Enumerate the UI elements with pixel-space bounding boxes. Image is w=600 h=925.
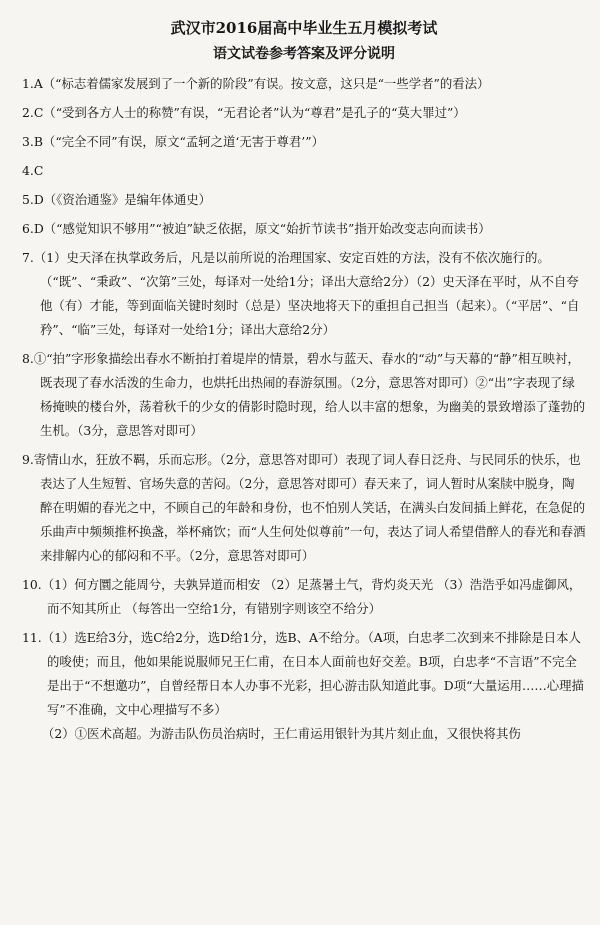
answer-11-part1-text: 11.（1）选E给3分，选C给2分，选D给1分，选B、A不给分。（A项，白忠孝二次到来不排除是日本人的唆使；而且，他如果能说服师兄王仁甫，在日本人面前也好交差。B项，白忠孝“不言语”不完全是出于“不想邀功”，自曾经帮日本人办事不光彩，担心游击队知道此事。D项“大量运用……心理描写”不准确，文中心理描写不多） — [22, 630, 584, 717]
answer-8-text: 8.①“拍”字形象描绘出春水不断拍打着堤岸的情景，碧水与蓝天、春水的“动”与天幕的“静”相互映衬，既表现了春水活泼的生命力，也烘托出热闹的春游氛围。（2分，意思答对即可）②“出”字表现了绿杨掩映的楼台外，荡着秋千的少女的倩影时隐时现，给人以丰富的想象，为幽美的景致增添了蓬勃的生机。（3分，意思答对即可） — [22, 351, 586, 438]
answer-3 — [22, 130, 586, 154]
answer-8 — [22, 347, 586, 443]
answer-7-text: 7.（1）史天泽在执掌政务后，凡是以前所说的治理国家、安定百姓的方法，没有不依次施行的。（“既”、“秉政”、“次第”三处，每译对一处给1分；译出大意给2分）（2）史天泽在平时，从不自夸他（有）才能，等到面临关键时刻时（总是）坚决地将天下的重担自己担当（起来）。（“平居”、“自矜”、“临”三处，每译对一处给1分；译出大意给2分） — [22, 250, 580, 337]
answer-6-text: 6.D（“感觉知识不够用”“被迫”缺乏依据，原文“始折节读书”指开始改变志向而读书） — [22, 221, 491, 236]
answer-9-text: 9.寄情山水，狂放不羁，乐而忘形。（2分，意思答对即可）表现了词人春日泛舟、与民同乐的快乐，也表达了人生短暂、官场失意的苦闷。（2分，意思答对即可）春天来了，词人暂时从案牍中脱身，陶醉在明媚的春光之中，不顾自己的年龄和身份，也不怕别人笑话，在满头白发间插上鲜花，在急促的乐曲声中频频推杯换盏，举杯痛饮；而“人生何处似尊前”一句，表达了词人希望借醉人的春光和春酒来排解内心的郁闷和不平。（2分，意思答对即可） — [22, 452, 586, 563]
answer-11 — [22, 626, 586, 746]
answer-4-text: 4.C — [22, 163, 44, 178]
page-title: 武汉市2016届高中毕业生五月模拟考试 — [170, 19, 438, 37]
answer-9 — [22, 448, 586, 568]
answer-2 — [22, 101, 586, 125]
answer-10-text: 10.（1）何方圜之能周兮，夫孰异道而相安 （2）足蒸暑土气，背灼炎天光 （3）浩浩乎如冯虚御风，而不知其所止 （每答出一空给1分，有错别字则该空不给分） — [22, 577, 582, 616]
page-subtitle: 语文试卷参考答案及评分说明 — [213, 46, 395, 62]
answer-11-part2-text: （2）①医术高超。为游击队伤员治病时，王仁甫运用银针为其片刻止血，又很快将其伤 — [42, 726, 521, 741]
answer-3-text: 3.B（“完全不同”有误，原文“孟轲之道‘无害于尊君’”） — [22, 134, 324, 149]
answer-5-text: 5.D（《资治通鉴》是编年体通史） — [22, 192, 212, 207]
answer-6 — [22, 217, 586, 241]
answer-4 — [22, 159, 586, 183]
answer-7 — [22, 246, 586, 342]
answer-1 — [22, 72, 586, 96]
answer-2-text: 2.C（“受到各方人士的称赞”有误，“无君论者”认为“尊君”是孔子的“莫大罪过”） — [22, 105, 466, 120]
answer-10 — [22, 573, 586, 621]
answer-1-text: 1.A（“标志着儒家发展到了一个新的阶段”有误。按文意，这只是“一些学者”的看法） — [22, 76, 490, 91]
answer-5 — [22, 188, 586, 212]
